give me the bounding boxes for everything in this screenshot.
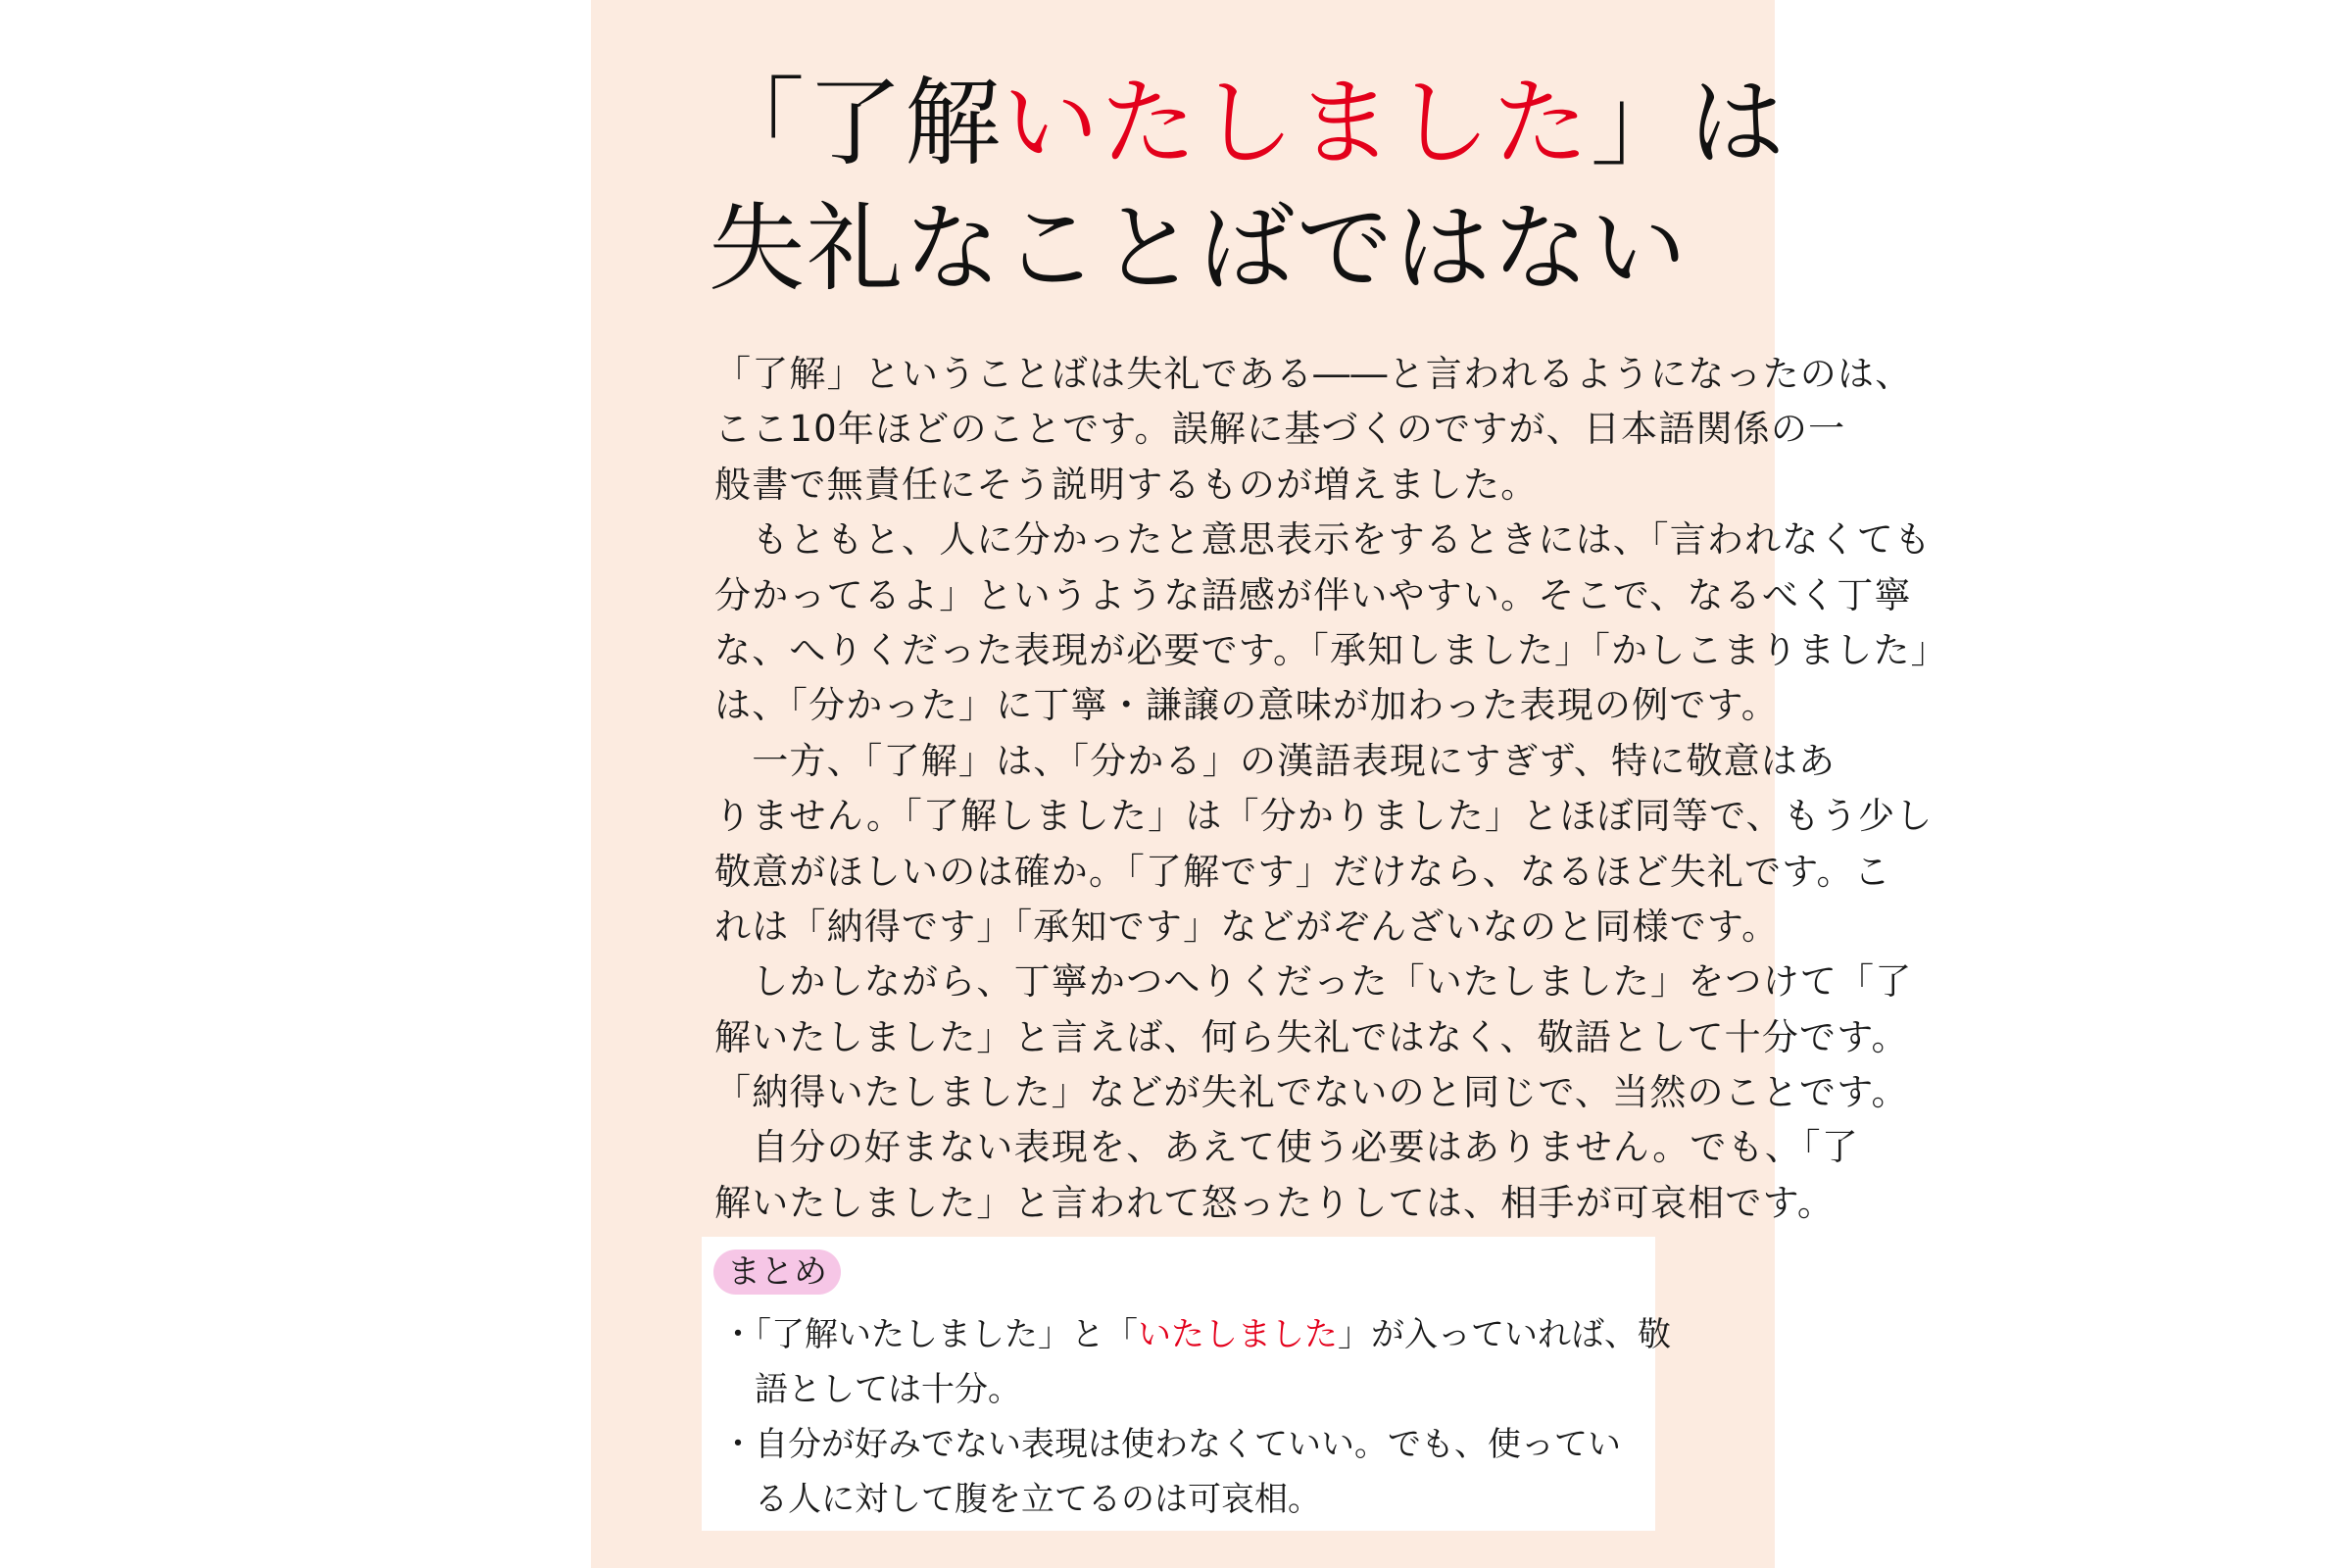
article-page [591,0,1948,1568]
body-line: しかしながら、丁寧かつへりくだった「いたしました」をつけて「了 [714,960,1913,1004]
summary-item-row [721,1307,1671,1362]
summary-tag: まとめ [713,1250,841,1295]
body-line: 自分の好まない表現を、あえて使う必要はありません。でも、「了 [714,1126,1859,1169]
title-line-2: 失礼なことばではない [709,193,1690,305]
title-line-1 [709,61,1788,186]
summary-box [702,1237,1671,1531]
body-line: 一方、「了解」は、「分かる」の漢語表現にすぎず、特に敬意はあ [714,739,1837,782]
body-line: は、「分かった」に丁寧・謙譲の意味が加わった表現の例です。 [714,684,1779,727]
body-line: もともと、人に分かったと意思表示をするときには、「言われなくても [714,518,1933,562]
body-line: 般書で無責任にそう説明するものが増えました。 [714,463,1539,506]
body-line: 「了解」ということばは失礼である――と言われるようになったのは、 [714,353,1913,395]
summary-highlight: いたしました [1138,1315,1338,1354]
body-line: 解いたしました」と言われて怒ったりしては、相手が可哀相です。 [714,1181,1836,1224]
body-line: 敬意がほしいのは確か。「了解です」だけなら、なるほど失礼です。こ [714,850,1891,893]
body-line: れは「納得です」「承知です」などがぞんざいなのと同様です。 [714,905,1780,948]
body-line: 「納得いたしました」などが失礼でないのと同じで、当然のことです。 [714,1071,1909,1114]
title-line-1-highlight: いたしました [1003,68,1592,179]
summary-list [721,1307,1671,1527]
body-line: な、へりくだった表現が必要です。「承知しました」「かしこまりました」 [714,628,1948,671]
body-line: りません。「了解しました」は「分かりました」とほぼ同等で、もう少し [714,795,1934,838]
body-line: ここ10年ほどのことです。誤解に基づくのですが、日本語関係の一 [714,408,1846,451]
summary-item-row: る人に対して腹を立てるのは可哀相。 [755,1480,1321,1519]
title-line-1-post: 」は [1591,68,1788,179]
page-title [709,61,1788,312]
summary-text: ・「了解いたしました」と「 [721,1315,1138,1354]
summary-item [721,1417,1642,1527]
body-line: 解いたしました」と言えば、何ら失礼ではなく、敬語として十分です。 [714,1015,1909,1058]
title-line-1-pre: 「了解 [709,68,1004,179]
summary-item [721,1307,1671,1417]
summary-item-row: 語としては十分。 [755,1370,1021,1409]
article-body [714,347,1948,1231]
summary-text: 」が入っていれば、敬 [1338,1315,1671,1354]
body-line: 分かってるよ」というような語感が伴いやすい。そこで、なるべく丁寧 [714,573,1912,616]
summary-item-row: ・自分が好みでない表現は使わなくていい。でも、使ってい [721,1425,1621,1464]
